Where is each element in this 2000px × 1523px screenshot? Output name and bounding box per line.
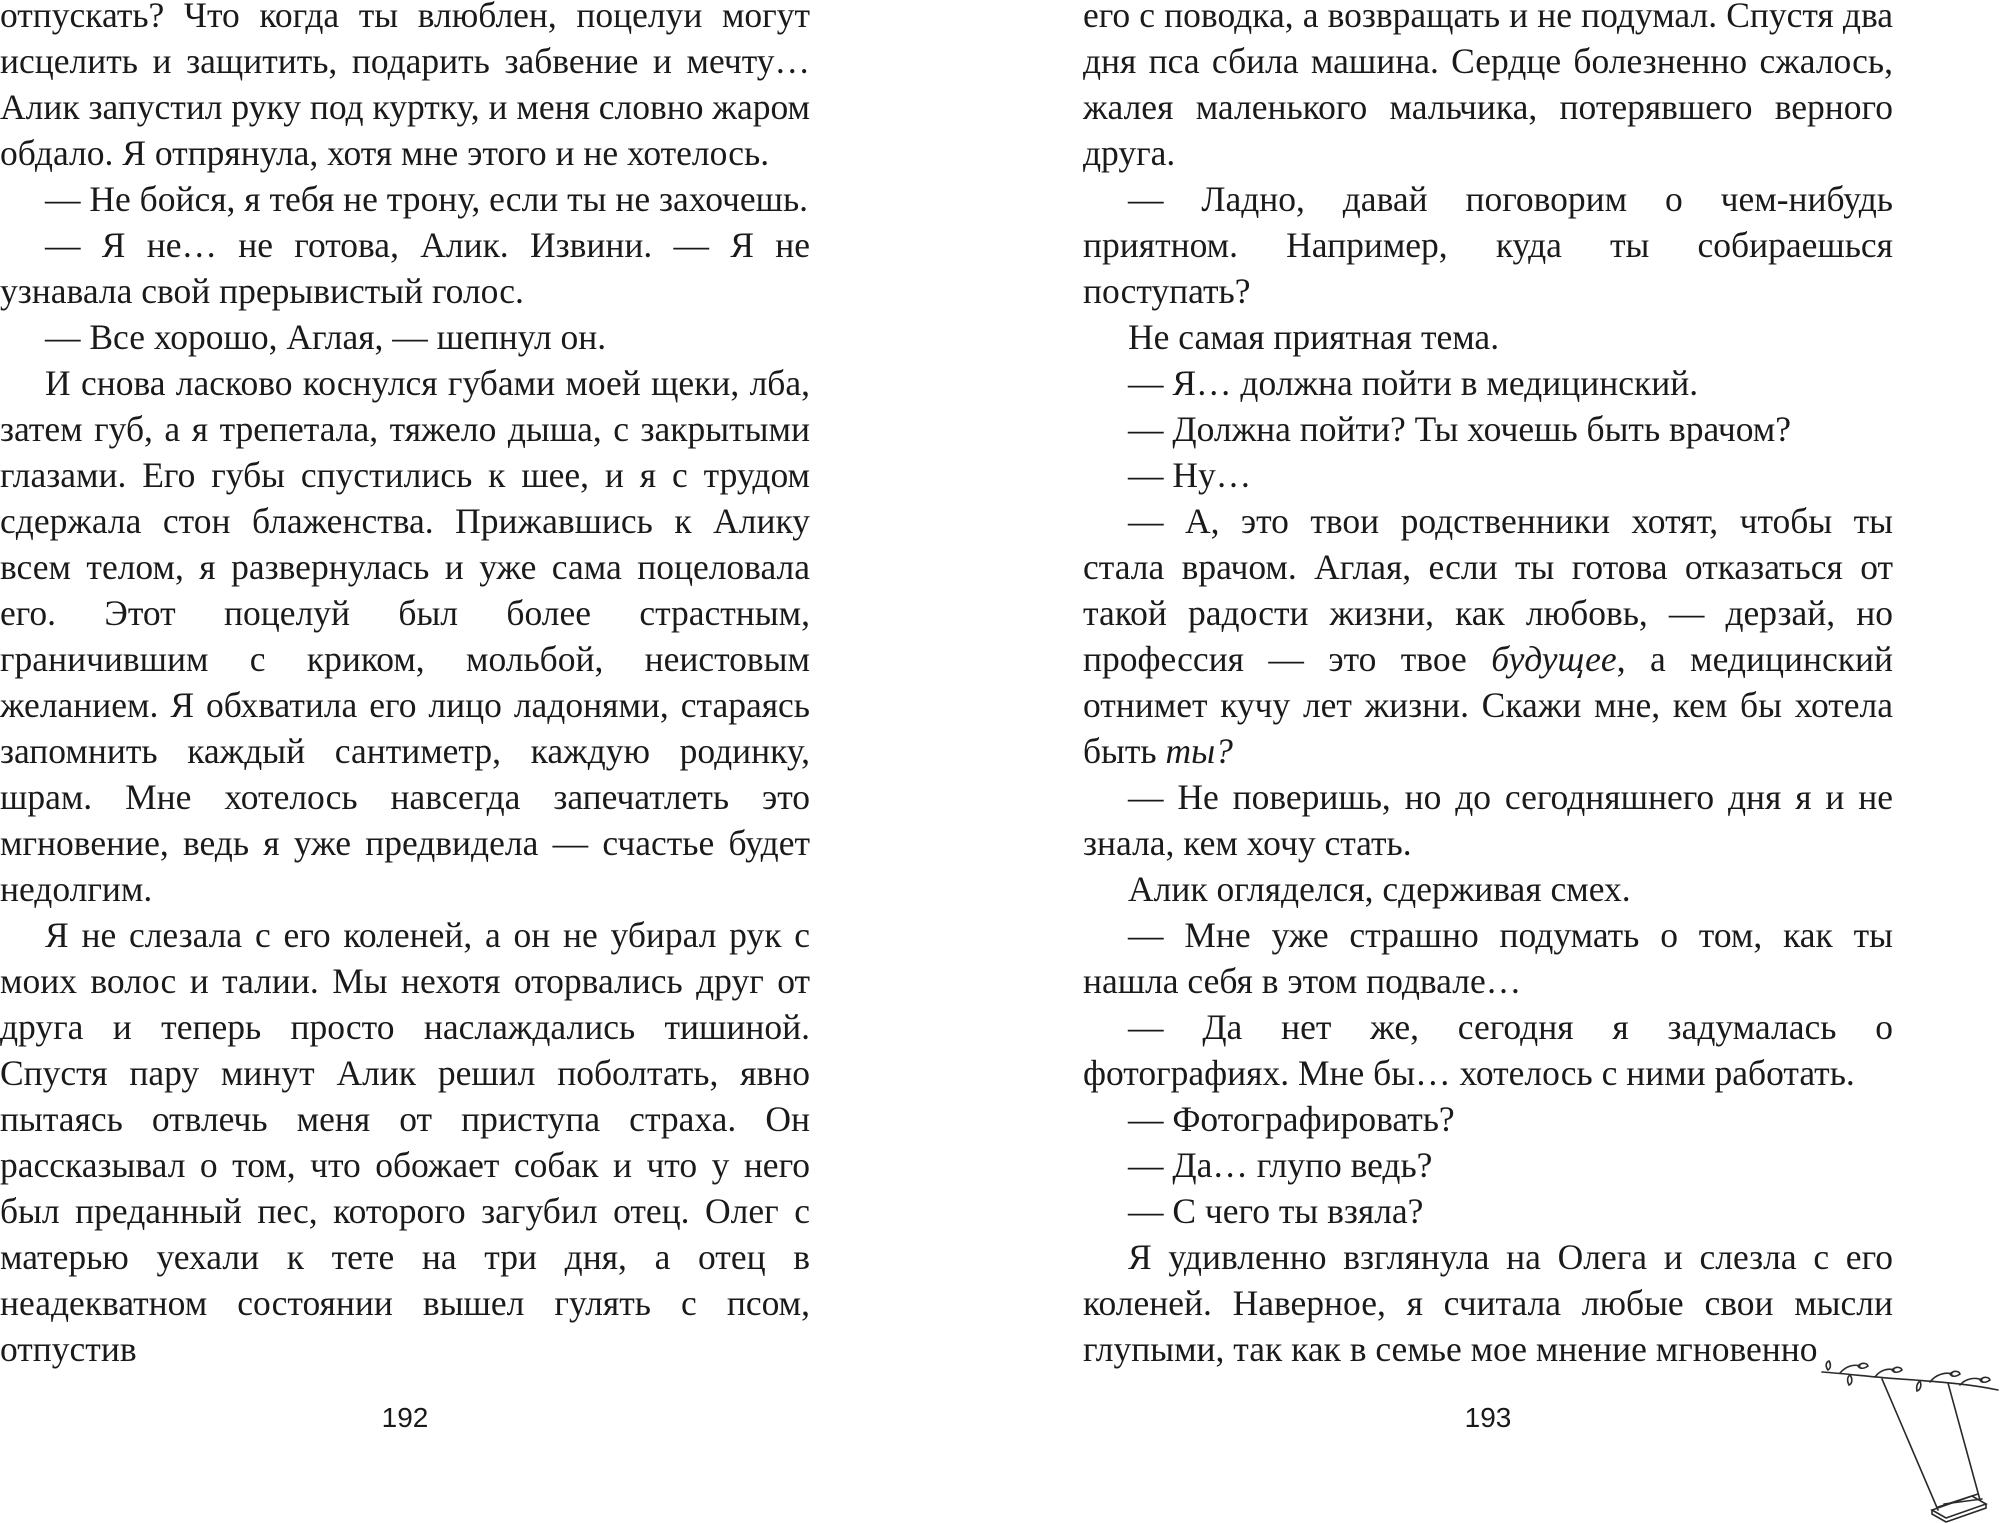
text-segment: , а медицинский отнимет кучу лет жизни. Скажи мне, кем бы хотела быть <box>1083 639 1893 771</box>
paragraph: — Ну… <box>1128 455 1252 495</box>
right-page-text <box>1083 0 1893 1372</box>
page-number-right: 193 <box>1464 1402 1512 1433</box>
paragraph: Я не слезала с его коленей, а он не убирал рук с моих волос и талии. Мы нехотя оторвались друг от друга и теперь просто наслаждались тишиной. Спустя пару минут Алик решил поболтать, явно пытаясь отвлечь меня от приступа страха. Он рассказывал о том, что обожает собак и что у него был преданный пес, которого загубил отец. Олег с матерью уехали к тете на три дня, а отец в неадекватном состоянии вышел гулять с псом, отпустив <box>0 915 810 1369</box>
swing-on-branch-illustration-icon <box>1820 1360 2000 1523</box>
paragraph: Не самая приятная тема. <box>1128 317 1500 357</box>
left-page <box>0 0 810 1523</box>
paragraph: — Должна пойти? Ты хочешь быть врачом? <box>1128 409 1792 449</box>
paragraph-with-italics <box>1083 498 1893 774</box>
paragraph: — Фотографировать? <box>1128 1099 1455 1139</box>
italic-segment: ты? <box>1165 731 1233 771</box>
paragraph: И снова ласково коснулся губами моей щеки, лба, затем губ, а я трепетала, тяжело дыша, с закрытыми глазами. Его губы спустились к шее, и я с трудом сдержала стон блаженства. Прижавшись к Алику всем телом, я развернулась и уже сама поцеловала его. Этот поцелуй был более страстным, граничившим с криком, мольбой, неистовым желанием. Я обхватила его лицо ладонями, стараясь запомнить каждый сантиметр, каждую родинку, шрам. Мне хотелось навсегда запечатлеть это мгновение, ведь я уже предвидела — счастье будет недолгим. <box>0 363 810 909</box>
left-page-text <box>0 0 810 1372</box>
paragraph: Я удивленно взглянула на Олега и слезла с его коленей. Наверное, я считала любые свои мысли глупыми, так как в семье мое мнение мгновенно <box>1083 1237 1893 1369</box>
paragraph: — Да нет же, сегодня я задумалась о фотографиях. Мне бы… хотелось с ними работать. <box>1083 1007 1893 1093</box>
paragraph: — Не поверишь, но до сегодняшнего дня я и не знала, кем хочу стать. <box>1083 777 1893 863</box>
paragraph: — Я… должна пойти в медицинский. <box>1128 363 1699 403</box>
paragraph: — С чего ты взяла? <box>1128 1191 1424 1231</box>
paragraph: — Ладно, давай поговорим о чем-нибудь приятном. Например, куда ты собираешься поступать? <box>1083 179 1893 311</box>
page-number-left: 192 <box>381 1402 429 1433</box>
italic-segment: будущее <box>1491 639 1617 679</box>
right-page <box>1083 0 1893 1523</box>
paragraph: — Я не… не готова, Алик. Извини. — Я не узнавала свой прерывистый голос. <box>0 225 810 311</box>
paragraph: отпускать? Что когда ты влюблен, поцелуи могут исцелить и защитить, подарить забвение и мечту… Алик запустил руку под куртку, и меня словно жаром обдало. Я отпрянула, хотя мне этого и не хотелось. <box>0 0 810 173</box>
paragraph: — Все хорошо, Аглая, — шепнул он. <box>45 317 607 357</box>
text-segment: — А, это твои родственники хотят, чтобы ты стала врачом. Аглая, если ты готова отказаться от такой радости жизни, как любовь, — дерзай, но профессия — это твое <box>1083 501 1893 679</box>
paragraph: Алик огляделся, сдерживая смех. <box>1128 869 1631 909</box>
paragraph: — Не бойся, я тебя не трону, если ты не захочешь. <box>45 179 809 219</box>
paragraph: — Да… глупо ведь? <box>1128 1145 1433 1185</box>
paragraph: — Мне уже страшно подумать о том, как ты нашла себя в этом подвале… <box>1083 915 1893 1001</box>
paragraph: его с поводка, а возвращать и не подумал. Спустя два дня пса сбила машина. Сердце болезненно сжалось, жалея маленького мальчика, потерявшего верного друга. <box>1083 0 1893 173</box>
